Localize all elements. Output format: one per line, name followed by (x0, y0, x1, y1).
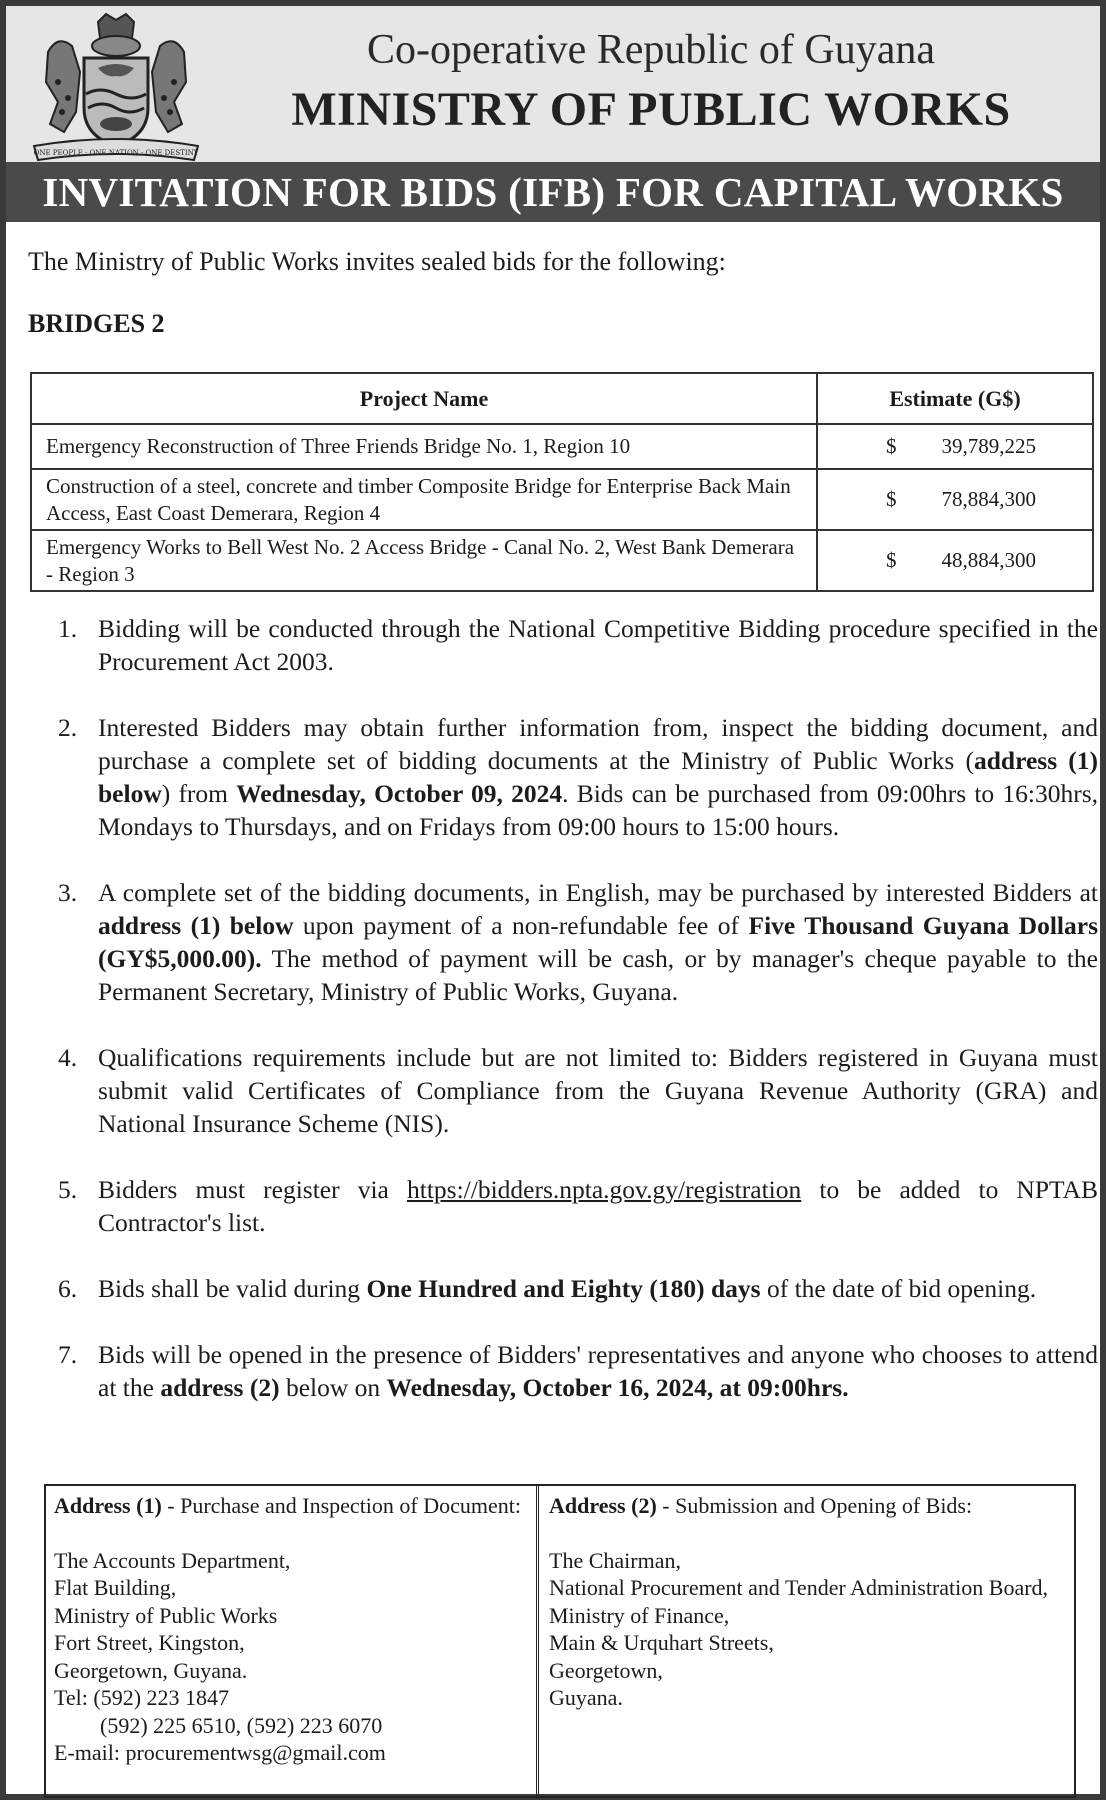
item-emphasis: address (1) below (98, 911, 294, 940)
registration-link[interactable]: https://bidders.npta.gov.gy/registration (406, 1175, 802, 1204)
col-estimate: Estimate (G$) (817, 373, 1093, 424)
item-number: 2. (58, 713, 78, 742)
item-emphasis: Wednesday, October 09, 2024 (236, 779, 563, 808)
list-item (52, 612, 1098, 678)
address-line: Georgetown, Guyana. (54, 1657, 248, 1683)
list-item (52, 711, 1098, 843)
table-row (31, 424, 1093, 469)
notice-banner: INVITATION FOR BIDS (IFB) FOR CAPITAL WORKS (6, 162, 1100, 222)
address-line: Ministry of Finance, (549, 1602, 730, 1628)
crest-motto: ONE PEOPLE · ONE NATION · ONE DESTINY (33, 149, 199, 157)
address-line: The Chairman, (549, 1547, 681, 1573)
address-line: National Procurement and Tender Administration Board, (549, 1575, 1049, 1600)
item-number: 4. (58, 1043, 78, 1072)
col-project-name: Project Name (31, 373, 817, 424)
item-emphasis: One Hundred and Eighty (180) days (366, 1274, 761, 1303)
currency-symbol: $ (886, 434, 897, 458)
item-text: . Bids can be purchased from 09:00hrs to 16:30hrs, Mondays to Thursdays, and on Fridays from 09:00 hours to 15:00 hours. (98, 779, 1098, 841)
project-name: Construction of a steel, concrete and timber Composite Bridge for Enterprise Back Main Access, East Coast Demerara, Region 4 (31, 469, 817, 530)
item-number: 1. (58, 614, 78, 643)
item-text: Qualifications requirements include but are not limited to: Bidders registered in Guyana must submit valid Certificates of Compliance from the Guyana Revenue Authority (GRA) and National Insurance Scheme (NIS). (98, 1043, 1098, 1138)
project-estimate (817, 469, 1093, 530)
currency-symbol: $ (886, 487, 897, 511)
item-text: ) from (161, 779, 237, 808)
address-heading-desc: - Purchase and Inspection of Document: (161, 1493, 521, 1518)
header (6, 6, 1100, 162)
list-item (52, 1272, 1098, 1305)
conditions-list (52, 612, 1098, 1404)
item-text: Bidding will be conducted through the National Competitive Bidding procedure specified in the Procurement Act 2003. (98, 614, 1098, 676)
item-emphasis: Five Thousand Guyana Dollars (GY$5,000.00). (98, 911, 1099, 973)
item-text: upon payment of a non-refundable fee of (293, 911, 749, 940)
item-text: A complete set of the bidding documents, in English, may be purchased by interested Bidders at (98, 878, 1098, 907)
estimate-value: 48,884,300 (941, 548, 1036, 572)
address-heading: Address (1) (54, 1493, 162, 1518)
address-box (44, 1484, 1076, 1798)
item-text: to be added to NPTAB Contractor's list. (98, 1175, 1098, 1237)
item-number: 3. (58, 878, 78, 907)
item-emphasis: Wednesday, October 16, 2024, at 09:00hrs. (386, 1373, 849, 1402)
table-header-row (31, 373, 1093, 424)
phone-line: (592) 225 6510, (592) 223 6070 (100, 1712, 383, 1738)
item-text: The method of payment will be cash, or by manager's cheque payable to the Permanent Secretary, Ministry of Public Works, Guyana. (98, 944, 1098, 1006)
item-emphasis: address (2) (160, 1373, 280, 1402)
item-number: 5. (58, 1175, 78, 1204)
estimate-value: 39,789,225 (941, 434, 1036, 458)
coat-of-arms-icon (28, 12, 204, 162)
project-estimate (817, 530, 1093, 591)
list-item (52, 1173, 1098, 1239)
item-emphasis: address (1) below (98, 746, 1098, 808)
item-text: below on (279, 1373, 387, 1402)
address-line: Georgetown, (549, 1657, 663, 1683)
item-text: Bids will be opened in the presence of Bidders' representatives and anyone who chooses to attend at the (98, 1340, 1098, 1402)
table-row (31, 469, 1093, 530)
currency-symbol: $ (886, 548, 897, 572)
address-heading: Address (2) (549, 1493, 657, 1518)
address-line: Flat Building, (54, 1575, 177, 1600)
address-line: Fort Street, Kingston, (54, 1630, 245, 1655)
projects-table (30, 372, 1094, 592)
item-text: Bidders must register via (98, 1175, 407, 1204)
project-estimate (817, 424, 1093, 469)
item-text: of the date of bid opening. (760, 1274, 1037, 1303)
intro-text: The Ministry of Public Works invites sealed bids for the following: (28, 247, 726, 276)
address-heading-desc: - Submission and Opening of Bids: (656, 1493, 973, 1518)
list-item (52, 1041, 1098, 1140)
item-text: Bids shall be valid during (98, 1274, 367, 1303)
address-line: Ministry of Public Works (54, 1602, 278, 1628)
project-name: Emergency Reconstruction of Three Friends Bridge No. 1, Region 10 (31, 424, 817, 469)
item-number: 6. (58, 1274, 78, 1303)
table-row (31, 530, 1093, 591)
list-item (52, 876, 1098, 1008)
list-item (52, 1338, 1098, 1404)
item-text: Interested Bidders may obtain further information from, inspect the bidding document, and purchase a complete set of bidding documents at the Ministry of Public Works ( (98, 713, 1098, 775)
section-title: BRIDGES 2 (28, 309, 165, 338)
address-1 (46, 1486, 539, 1796)
project-name: Emergency Works to Bell West No. 2 Access Bridge - Canal No. 2, West Bank Demerara - Region 3 (31, 530, 817, 591)
country-name: Co-operative Republic of Guyana (367, 27, 935, 73)
phone-line: Tel: (592) 223 1847 (54, 1685, 230, 1710)
email-line[interactable]: E-mail: procurementwsg@gmail.com (54, 1740, 386, 1765)
ministry-title: MINISTRY OF PUBLIC WORKS (291, 83, 1011, 136)
estimate-value: 78,884,300 (941, 487, 1036, 511)
item-number: 7. (58, 1340, 78, 1369)
address-line: The Accounts Department, (54, 1547, 291, 1573)
address-line: Guyana. (549, 1685, 623, 1710)
address-line: Main & Urquhart Streets, (549, 1630, 774, 1655)
address-2 (539, 1486, 1074, 1796)
